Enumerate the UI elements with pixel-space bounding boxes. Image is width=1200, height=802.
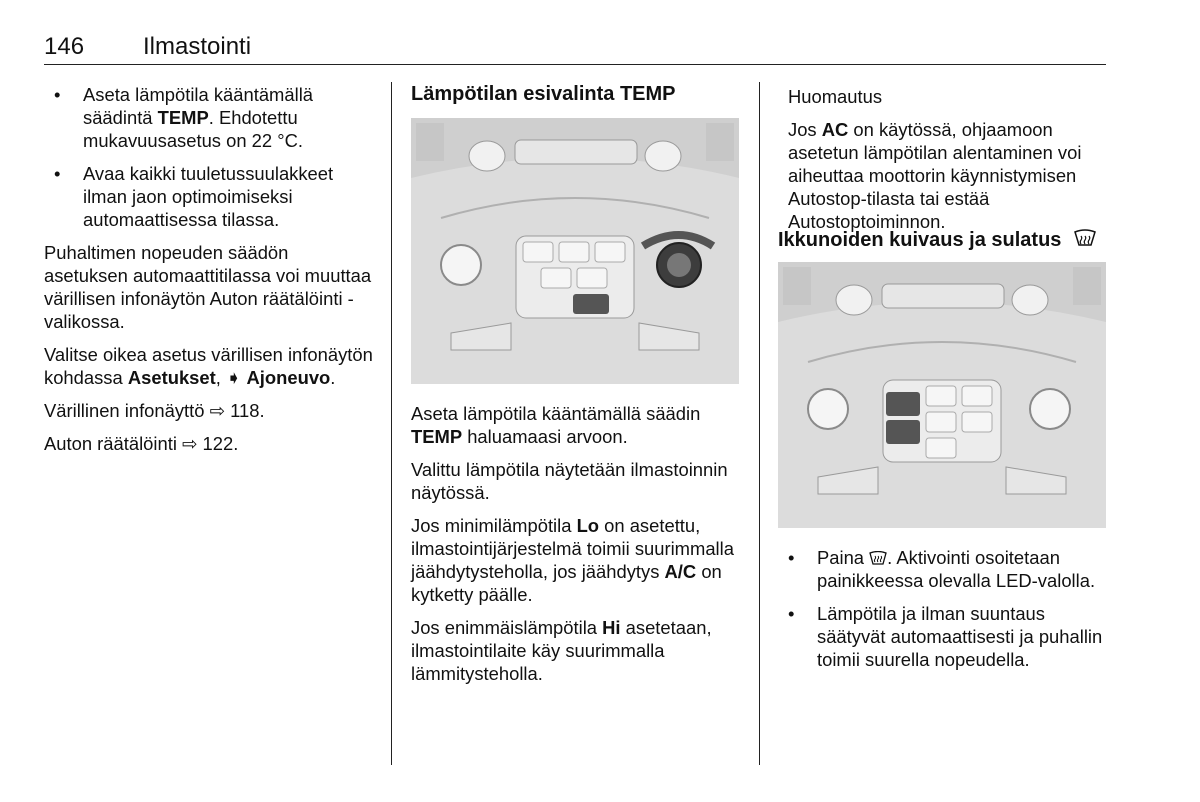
section-title: Ilmastointi — [143, 33, 252, 60]
reference-link-customisation[interactable]: Auton räätälöinti ⇨ 122. — [44, 433, 239, 454]
right-column-list — [778, 546, 1108, 681]
paragraph-max-temp: Jos enimmäislämpötila Hi asetetaan, ilmastointilaite käy suurimmalla lämmitysteholla. — [411, 617, 712, 684]
temp-control-figure — [411, 118, 739, 384]
note-title: Huomautus — [788, 86, 883, 107]
list-item: • Paina . Aktivointi osoitetaan painikkeessa olevalla LED-valolla. — [788, 547, 1096, 591]
bullet-icon: • — [54, 84, 61, 105]
paragraph-display: Valittu lämpötila näytetään ilmastoinnin näytössä. — [411, 459, 728, 503]
column-divider-1 — [391, 82, 392, 765]
bullet-icon: • — [788, 603, 795, 624]
paragraph-min-temp: Jos minimilämpötila Lo on asetettu, ilmastointijärjestelmä toimii suurimmalla jäähdytysteholla, jos jäähdytys A/C on kytketty päälle. — [411, 515, 734, 605]
section-heading-defrost: Ikkunoiden kuivaus ja sulatus — [778, 229, 1108, 252]
paragraph-select: Valitse oikea asetus värillisen infonäytön kohdassa Asetukset, ➧ Ajoneuvo. — [44, 344, 373, 388]
column-divider-2 — [759, 82, 760, 765]
list-item: • Avaa kaikki tuuletussuulakkeet ilman jaon optimoimiseksi automaattisessa tilassa. — [54, 163, 334, 230]
left-column — [44, 83, 374, 465]
list-item: • Lämpötila ja ilman suuntaus säätyvät automaattisesti ja puhallin toimii suurella nopeudella. — [788, 603, 1103, 670]
note-text: Jos AC on käytössä, ohjaamoon asetetun lämpötilan alentaminen voi aiheuttaa moottorin käynnistymisen Autostop-tilasta tai estää Autostoptoiminnon. — [788, 119, 1082, 232]
paragraph-set-temp: Aseta lämpötila kääntämällä säädin TEMP haluamaasi arvoon. — [411, 403, 701, 447]
right-column-note — [788, 85, 1108, 243]
list-item: • Aseta lämpötila kääntämällä säädintä TEMP. Ehdotettu mukavuusasetus on 22 °C. — [54, 84, 314, 151]
bullet-icon: • — [788, 547, 795, 568]
section-heading-temp: Lämpötilan esivalinta TEMP — [411, 83, 676, 105]
middle-column — [411, 83, 741, 116]
page-number: 146 — [44, 33, 85, 60]
reference-link-info[interactable]: Värillinen infonäyttö ⇨ 118. — [44, 400, 265, 421]
middle-column-text — [411, 402, 746, 695]
windshield-defrost-icon — [869, 551, 887, 565]
defrost-control-figure — [778, 262, 1106, 528]
defrost-heading-wrap — [778, 229, 1108, 262]
windshield-defrost-icon — [1073, 229, 1097, 247]
header-rule — [44, 64, 1106, 65]
bullet-icon: • — [54, 163, 61, 184]
paragraph-fan: Puhaltimen nopeuden säädön asetuksen automaattitilassa voi muuttaa värillisen infonäytön Auton räätälöinti -valikossa. — [44, 242, 372, 332]
